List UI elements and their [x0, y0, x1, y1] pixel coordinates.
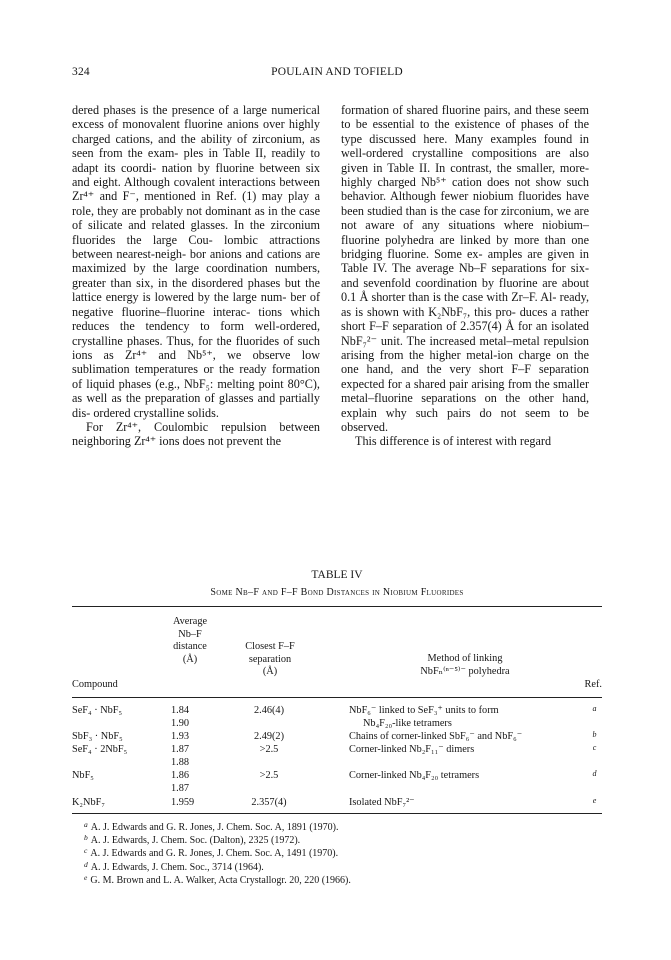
header-line: Nb–F [178, 628, 202, 640]
page-number: 324 [72, 66, 90, 78]
footnote-text: A. J. Edwards and G. R. Jones, J. Chem. Soc. A, 1891 (1970). [90, 822, 339, 833]
footnote [84, 847, 604, 860]
header-separation [232, 641, 308, 679]
table-top-rule [72, 606, 602, 607]
header-line: Average [172, 616, 208, 627]
row-3-ref: c [592, 743, 597, 752]
row-5-separation: 2.357(4) [251, 797, 287, 808]
row-4-compound: NbF₅ [72, 770, 94, 781]
text-line: hand, and the very short F–F separation [366, 362, 589, 377]
text-line: neighboring Zr⁴⁺ ions does not prevent the [72, 434, 282, 449]
left-paragraph-2 [72, 420, 320, 449]
header-compound: Compound [72, 679, 118, 690]
text-line: tions which reduces the tendency to form [72, 304, 320, 334]
header-ref: Ref. [584, 679, 602, 690]
header-line: Closest F–F [245, 641, 295, 652]
left-paragraph-1 [72, 103, 320, 420]
text-line: of phases of the type discussed here. Many [341, 117, 590, 146]
left-column [72, 103, 320, 449]
text-line: anions over highly charged cations, and the [72, 117, 321, 146]
footnote-text: A. J. Edwards, J. Chem. Soc. (Dalton), 2325 (1972). [90, 835, 301, 847]
row-5-ref: e [592, 796, 597, 805]
text-line: ordered crystalline solids. [93, 405, 219, 420]
row-1-ref: a [592, 704, 597, 713]
row-3-method-1: Corner-linked Nb₂F₁₁⁻ dimers [349, 744, 475, 755]
header-method [390, 653, 540, 678]
footnote-mark: e [84, 872, 88, 882]
row-4-distance-2: 1.87 [171, 783, 190, 794]
text-line: This difference is of interest with regard [355, 434, 552, 449]
table-title: TABLE IV [311, 569, 363, 581]
text-line: nation by fluorine between six and eight. [72, 160, 320, 190]
row-1-compound: SeF₄ · NbF₅ [72, 705, 123, 716]
footnote-text: G. M. Brown and L. A. Walker, Acta Crystallogr. 20, 220 (1966). [90, 874, 351, 886]
text-line: dered phases is the presence of a large [72, 103, 267, 117]
text-line: ready, as is shown with K₂NbF₇, this pro- [341, 290, 589, 319]
row-4-method-1: Corner-linked Nb₄F₂₀ tetramers [349, 770, 480, 781]
text-line: duces a rather short F–F separation of [341, 304, 589, 334]
footnote [84, 834, 604, 847]
footnote [84, 861, 604, 874]
row-5-method-1: Isolated NbF₇²⁻ [349, 797, 415, 808]
page-header [72, 66, 602, 82]
text-line: For Zr⁴⁺, Coulombic repulsion between [86, 419, 320, 434]
text-line: (e.g., NbF₅: melting point 80°C), as well as [72, 376, 320, 406]
text-line: expected for a shared pair arising from the [341, 376, 550, 391]
text-line: In the zirconium fluorides the large Cou- [72, 218, 321, 247]
footnote-text: A. J. Edwards, J. Chem. Soc., 3714 (1964). [90, 861, 264, 873]
row-1-separation: 2.46(4) [253, 705, 285, 716]
text-line: Nb–F separations for six- and sevenfold [341, 261, 590, 290]
text-line: amples are given in Table IV. The average [341, 247, 590, 276]
row-1-method-1: NbF₆⁻ linked to SeF₃⁺ units to form [349, 705, 499, 716]
text-line: smaller metal–fluorine separations on the [341, 376, 590, 406]
text-line: or the ready formation of liquid phases [72, 362, 321, 391]
footnote-mark: c [84, 846, 88, 856]
footnote-mark: d [84, 859, 88, 869]
text-line: lombic attractions between nearest-neigh- [72, 232, 320, 262]
text-line: these seem to be essential to the existence [341, 103, 590, 132]
text-line: 2.357(4) Å for an isolated NbF₇²⁻ unit. The [341, 319, 590, 348]
text-line: play a role, they are probably not dominant [72, 189, 320, 218]
text-line: the preparation of glasses and partially dis- [72, 391, 320, 420]
header-line: Method of linking [427, 653, 503, 664]
text-line: we observe low sublimation temperatures [72, 347, 320, 377]
text-line: contrast, the smaller, more-highly charged [341, 160, 590, 190]
right-column [341, 103, 589, 449]
right-paragraph-1 [341, 103, 589, 434]
text-line: than six, in the disordered phases but the [110, 275, 320, 290]
footnote [84, 821, 604, 834]
header-line: (Å) [262, 666, 278, 678]
table-header-rule [72, 697, 602, 698]
footnote-mark: a [84, 820, 88, 829]
text-line: more than one bridging fluorine. Some ex- [341, 232, 590, 262]
header-line: (Å) [182, 653, 198, 665]
text-line: ability of zirconium, as seen from the exam- [72, 131, 321, 161]
text-line: Although covalent interactions between [123, 175, 321, 190]
text-line: ples in Table II, readily to adapt its coordi- [72, 146, 321, 175]
text-line: we are not aware of any situations where [341, 203, 590, 233]
text-line: increased metal–metal repulsion arising [341, 333, 590, 362]
text-line: niobium–fluorine polyhedra are linked by [341, 218, 590, 247]
text-line: been studied than is the case for zirconium, [341, 203, 554, 218]
text-line: the large coordination numbers, greater [72, 261, 320, 290]
table-caption: Some Nb–F and F–F Bond Distances in Niobium Fluorides [210, 587, 464, 598]
text-line: other hand, explain why such pairs do not [341, 391, 589, 420]
row-5-compound: K₂NbF₇ [72, 797, 105, 808]
footnote-text: A. J. Edwards and G. R. Jones, J. Chem. Soc. A, 1491 (1970). [90, 848, 339, 860]
text-line: as in the case of silicate and related glasses. [72, 203, 321, 233]
row-3-separation: >2.5 [259, 744, 279, 755]
text-line: from the higher metal-ion charge on the one [341, 347, 590, 377]
text-line: well-ordered, crystalline phases. Thus, for [72, 319, 320, 348]
row-1-method-2: Nb₄F₂₀-like tetramers [363, 718, 452, 729]
row-1-distance-2: 1.90 [171, 718, 190, 729]
header-line: separation [248, 653, 292, 665]
row-1-distance-1: 1.84 [171, 705, 190, 716]
footnote [84, 874, 604, 887]
row-2-ref: b [592, 730, 597, 739]
text-line: ber of negative fluorine–fluorine interac- [72, 290, 321, 319]
table-bottom-rule [72, 813, 602, 814]
text-line: shorter than is the case with Zr–F. Al- [371, 290, 557, 305]
row-4-distance-1: 1.86 [171, 770, 190, 781]
text-line: coordination by fluorine are about 0.1 Å [341, 275, 589, 305]
text-line: examples found in well-ordered crystalline [341, 131, 590, 161]
text-line: Zr⁴⁺ and F⁻, mentioned in Ref. (1) may [72, 189, 283, 204]
row-3-distance-1: 1.87 [171, 744, 190, 755]
text-line: formation of shared fluorine pairs, and [341, 103, 532, 117]
row-2-distance-1: 1.93 [171, 731, 190, 742]
right-paragraph-2 [341, 434, 589, 448]
row-5-distance-1: 1.959 [171, 797, 195, 808]
header-line: distance [173, 641, 207, 653]
text-line: numerical excess of monovalent fluorine [72, 103, 320, 132]
row-2-method-1: Chains of corner-linked SbF₆⁻ and NbF₆⁻ [349, 731, 523, 742]
header-line: NbFₙ⁽ⁿ⁻⁵⁾⁻ polyhedra [420, 665, 510, 677]
running-head: POULAIN AND TOFIELD [271, 66, 403, 78]
row-4-separation: >2.5 [259, 770, 279, 781]
row-4-ref: d [592, 769, 597, 778]
table-footnotes [84, 821, 604, 887]
row-3-distance-2: 1.88 [171, 757, 190, 768]
text-line: bor anions and cations are maximized by [72, 247, 321, 276]
header-distance [162, 616, 218, 666]
row-2-separation: 2.49(2) [253, 731, 285, 742]
text-line: Nb⁵⁺ cation does not show such behavior. [341, 175, 590, 204]
row-2-compound: SbF₃ · NbF₅ [72, 731, 123, 742]
text-line: compositions are also given in Table II. In [341, 146, 590, 175]
text-line: the fluorides of such ions as Zr⁴⁺ and Nb⁵⁺, [72, 333, 320, 362]
row-3-compound: SeF₄ · 2NbF₅ [72, 744, 128, 755]
text-line: Although fewer niobium fluorides have [389, 189, 589, 204]
text-line: seem to be observed. [341, 405, 590, 434]
text-line: lattice energy is lowered by the large num- [72, 290, 287, 305]
footnote-mark: b [84, 833, 88, 843]
